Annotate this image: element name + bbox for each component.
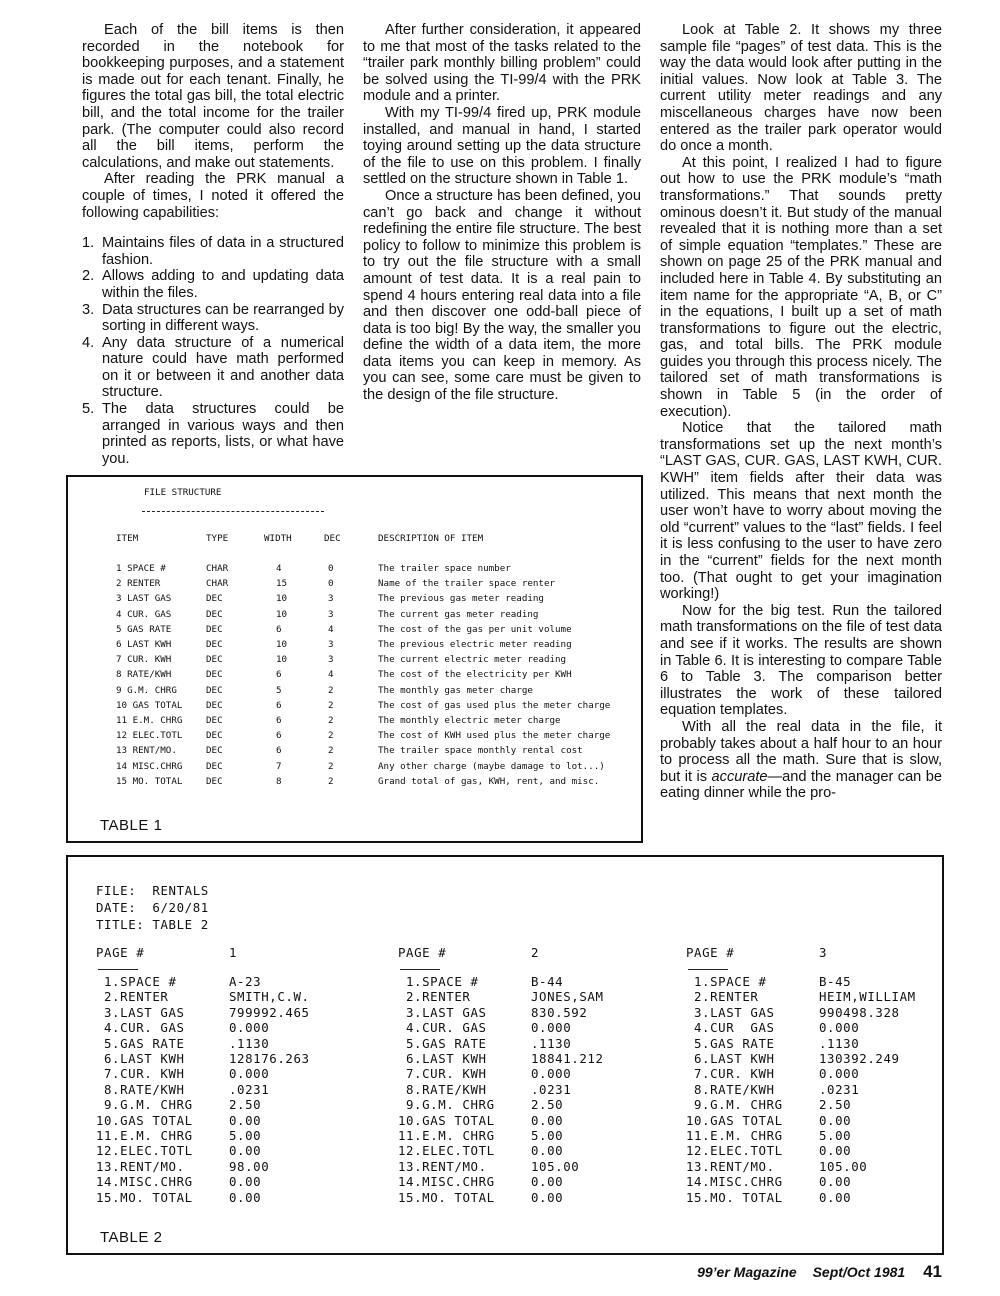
table-cell: DEC	[206, 623, 223, 635]
table-cell: 15	[276, 578, 288, 590]
field-value: 0.00	[531, 1189, 564, 1205]
table-2-caption: TABLE 2	[100, 1229, 163, 1246]
field-value: 0.00	[531, 1143, 564, 1159]
table-cell: Grand total of gas, KWH, rent, and misc.	[378, 775, 600, 787]
field-value: 0.00	[531, 1112, 564, 1128]
field-value: 0.00	[531, 1174, 564, 1190]
table-cell: The cost of KWH used plus the meter charge	[378, 730, 611, 742]
field-name: 15.MO. TOTAL	[686, 1189, 783, 1205]
table-cell: 6	[276, 623, 282, 635]
field-name: 2.RENTER	[694, 989, 759, 1005]
field-name: 4.CUR. GAS	[406, 1020, 487, 1036]
field-value: 0.00	[819, 1189, 852, 1205]
field-value: 0.000	[819, 1066, 860, 1082]
field-value: JONES,SAM	[531, 989, 604, 1005]
paragraph: After further consideration, it appeared to me that most of the tasks related to the “trailer park monthly billing problem” could be solved using the TI-99/4 with the PRK module and a printer.	[363, 22, 641, 105]
table-cell: 0	[328, 563, 334, 574]
table-cell: DEC	[206, 669, 223, 681]
field-name: 1.SPACE #	[406, 974, 479, 989]
column-header: DESCRIPTION OF ITEM	[378, 533, 484, 544]
list-number: 3.	[82, 301, 95, 318]
field-value: 5.00	[819, 1128, 852, 1143]
table-cell: The monthly electric meter charge	[378, 715, 561, 726]
field-name: 8.RATE/KWH	[104, 1081, 185, 1097]
field-name: 5.GAS RATE	[406, 1035, 487, 1051]
paragraph: Once a structure has been defined, you can’t go back and change it without redefining the entire file structure. The best policy to follow to minimize this problem is to try out the file structure with a small amount of test data. It is a real pain to spend 4 hours entering real data into a file and then discover one odd-ball piece of data is too big! By the way, the smaller you define the width of a data item, the more data items you can keep in memory. As you can see, some care must be given to the design of the file structure.	[363, 187, 641, 404]
field-name: 9.G.M. CHRG	[406, 1097, 495, 1113]
field-name: 11.E.M. CHRG	[686, 1128, 783, 1143]
field-value: SMITH,C.W.	[229, 989, 310, 1005]
paragraph-text: —and the manager can be eating dinner while the pro-	[660, 768, 943, 802]
field-name: 3.LAST GAS	[104, 1004, 185, 1020]
paragraph: Now for the big test. Run the tailored math transformations on the file of test data and see if it works. The results are shown in Table 6. It is interesting to compare Table 6 to Table 3. The comparison better illustrates the work of these tailored equation templates.	[660, 602, 942, 719]
table-cell: 1 SPACE #	[116, 563, 166, 574]
list-item	[82, 268, 344, 301]
field-name: 6.LAST KWH	[694, 1051, 775, 1066]
field-value: 0.00	[819, 1143, 852, 1159]
field-value: 130392.249	[819, 1051, 900, 1066]
table-cell: Any other charge (maybe damage to lot...)	[378, 760, 605, 772]
table-cell: DEC	[206, 608, 223, 620]
table-cell: The trailer space number	[378, 563, 511, 574]
list-text: Allows adding to and updating data within the files.	[102, 268, 344, 301]
field-name: 12.ELEC.TOTL	[686, 1143, 783, 1159]
field-value: 2.50	[531, 1097, 564, 1113]
table-cell: DEC	[206, 699, 223, 711]
title-underline	[142, 511, 324, 512]
field-value: .0231	[819, 1081, 860, 1097]
field-name: 13.RENT/MO.	[398, 1158, 487, 1174]
table-cell: 2	[328, 684, 334, 696]
emphasis: accurate	[711, 768, 768, 785]
table-cell: 10	[276, 593, 288, 605]
table-cell: 15 MO. TOTAL	[116, 775, 183, 787]
field-name: 12.ELEC.TOTL	[398, 1143, 495, 1159]
text-column-3	[660, 22, 942, 802]
field-value: 990498.328	[819, 1004, 900, 1020]
table-cell: The previous gas meter reading	[378, 593, 544, 605]
paragraph: Each of the bill items is then recorded in the notebook for bookkeeping purposes, and a statement is made out for each tenant. Finally, he figures the total gas bill, the total electric bill, and the total income for the trailer park. (The computer could also record all the bill items, perform the calculations, and make out statements.	[82, 22, 344, 171]
table-cell: The previous electric meter reading	[378, 639, 572, 650]
field-value: 0.00	[229, 1189, 262, 1205]
list-number: 2.	[82, 268, 95, 285]
field-value: 0.00	[229, 1112, 262, 1128]
table-cell: 2	[328, 699, 334, 711]
list-item	[82, 401, 344, 467]
table-cell: 8 RATE/KWH	[116, 669, 172, 681]
paragraph: At this point, I realized I had to figure out how to use the PRK module’s “math transformations.” That sounds pretty ominous doesn’t it. But study of the manual revealed that it is nothing more than a set of simple equation “templates.” These are shown on page 25 of the PRK manual and included here in Table 4. By substituting an item name for the appropriate “A, B, or C” in the equations, I built up a set of math transformations to figure out the electric, gas, and total bills. The PRK module guides you through this process nicely. The tailored set of math transformations is shown in Table 5 (in the order of execution).	[660, 154, 942, 420]
field-value: 0.000	[229, 1020, 270, 1036]
list-item	[82, 235, 344, 268]
table-cell: 6	[276, 730, 282, 742]
text-column-1	[82, 22, 344, 467]
table-1-title: FILE STRUCTURE	[144, 487, 222, 498]
field-value: A-23	[229, 974, 262, 989]
field-value: 98.00	[229, 1158, 270, 1174]
table-cell: DEC	[206, 684, 223, 696]
field-name: 14.MISC.CHRG	[686, 1174, 783, 1190]
field-value: B-45	[819, 974, 852, 989]
field-name: 6.LAST KWH	[104, 1051, 185, 1066]
list-text: Data structures can be rearranged by sorting in different ways.	[102, 301, 344, 335]
table-cell: DEC	[206, 639, 223, 650]
field-value: .1130	[229, 1035, 270, 1051]
table-cell: DEC	[206, 775, 223, 787]
field-value: 18841.212	[531, 1051, 604, 1066]
field-name: 4.CUR. GAS	[104, 1020, 185, 1036]
field-name: 3.LAST GAS	[694, 1004, 775, 1020]
table-cell: The monthly gas meter charge	[378, 684, 533, 696]
field-name: 10.GAS TOTAL	[398, 1112, 495, 1128]
table-2-box	[66, 855, 944, 1255]
list-text: The data structures could be arranged in various ways and then printed as reports, lists, or what have you.	[102, 401, 344, 467]
field-name: 2.RENTER	[104, 989, 169, 1005]
field-name: 14.MISC.CHRG	[398, 1174, 495, 1190]
list-number: 1.	[82, 235, 95, 252]
field-value: 0.000	[531, 1020, 572, 1036]
table-cell: DEC	[206, 593, 223, 605]
table-cell: 3	[328, 639, 334, 650]
page-number-value: 3	[819, 945, 828, 960]
field-value: 105.00	[531, 1158, 580, 1174]
table-cell: 6 LAST KWH	[116, 639, 172, 650]
field-name: 13.RENT/MO.	[96, 1158, 185, 1174]
field-value: B-44	[531, 974, 564, 989]
field-value: 5.00	[229, 1128, 262, 1143]
field-value: 0.00	[229, 1174, 262, 1190]
table-cell: Name of the trailer space renter	[378, 578, 556, 590]
field-value: .0231	[229, 1081, 270, 1097]
field-name: 13.RENT/MO.	[686, 1158, 775, 1174]
table-cell: 8	[276, 775, 282, 787]
table-cell: 4	[328, 669, 334, 681]
page-label: PAGE #	[686, 945, 735, 960]
table-cell: 6	[276, 699, 282, 711]
table-1-caption: TABLE 1	[100, 817, 163, 834]
list-text: Any data structure of a numerical nature could have math performed on it or between it and another data structure.	[102, 334, 344, 401]
column-header: ITEM	[116, 533, 139, 544]
field-name: 1.SPACE #	[104, 974, 177, 989]
table-cell: DEC	[206, 760, 223, 772]
magazine-name: 99’er Magazine	[697, 1264, 797, 1280]
field-name: 1.SPACE #	[694, 974, 767, 989]
table-cell: 11 E.M. CHRG	[116, 715, 183, 726]
table-cell: 10	[276, 608, 288, 620]
field-name: 5.GAS RATE	[694, 1035, 775, 1051]
table-cell: 2	[328, 730, 334, 742]
field-value: 0.00	[819, 1174, 852, 1190]
table-cell: The cost of the gas per unit volume	[378, 623, 572, 635]
field-value: .0231	[531, 1081, 572, 1097]
dash-rule	[400, 969, 440, 970]
field-value: 799992.465	[229, 1004, 310, 1020]
paragraph: After reading the PRK manual a couple of times, I noted it offered the following capabilities:	[82, 171, 344, 221]
table-cell: 13 RENT/MO.	[116, 745, 177, 757]
paragraph: Look at Table 2. It shows my three sample file “pages” of test data. This is the way the data would look after putting in the initial values. Now look at Table 3. The current utility meter readings and any miscellaneous charges have now been entered as the trailer park operator would do once a month.	[660, 22, 942, 155]
table-cell: The current electric meter reading	[378, 654, 567, 666]
text-column-2	[363, 22, 641, 404]
table-cell: DEC	[206, 715, 223, 726]
table-cell: 6	[276, 715, 282, 726]
field-name: 15.MO. TOTAL	[398, 1189, 495, 1205]
table-cell: 5	[276, 684, 282, 696]
field-value: HEIM,WILLIAM	[819, 989, 916, 1005]
list-number: 5.	[82, 401, 95, 418]
field-name: 6.LAST KWH	[406, 1051, 487, 1066]
field-name: 9.G.M. CHRG	[694, 1097, 783, 1113]
field-name: 7.CUR. KWH	[694, 1066, 775, 1082]
file-line: FILE: RENTALS	[96, 883, 209, 898]
field-name: 4.CUR GAS	[694, 1020, 775, 1036]
field-name: 2.RENTER	[406, 989, 471, 1005]
field-value: 105.00	[819, 1158, 868, 1174]
table-cell: The cost of gas used plus the meter charge	[378, 699, 611, 711]
table-cell: CHAR	[206, 563, 229, 574]
column-header: WIDTH	[264, 533, 292, 544]
title-line: TITLE: TABLE 2	[96, 917, 209, 932]
table-cell: 10	[276, 639, 288, 650]
table-cell: 10 GAS TOTAL	[116, 699, 183, 711]
field-name: 8.RATE/KWH	[694, 1081, 775, 1097]
field-name: 10.GAS TOTAL	[96, 1112, 193, 1128]
column-header: DEC	[324, 533, 341, 544]
page-footer	[697, 1262, 942, 1282]
field-value: 5.00	[531, 1128, 564, 1143]
field-value: 0.000	[229, 1066, 270, 1082]
table-cell: 6	[276, 745, 282, 757]
page-number-value: 2	[531, 945, 540, 960]
table-cell: 4 CUR. GAS	[116, 608, 172, 620]
list-text: Maintains files of data in a structured fashion.	[102, 235, 344, 268]
table-cell: 7	[276, 760, 282, 772]
paragraph: With my TI-99/4 fired up, PRK module installed, and manual in hand, I started toying around setting up the data structure of the file to use on this problem. I finally settled on the structure shown in Table 1.	[363, 104, 641, 188]
field-value: 0.00	[229, 1143, 262, 1159]
paragraph-text: With all the real data in the file, it probably takes about a half hour to an hour to process all the math. Sure that is slow, but it is	[660, 718, 942, 785]
field-value: .1130	[531, 1035, 572, 1051]
table-cell: 2	[328, 760, 334, 772]
table-cell: 2	[328, 775, 334, 787]
table-cell: 3 LAST GAS	[116, 593, 172, 605]
field-name: 7.CUR. KWH	[406, 1066, 487, 1082]
table-cell: 10	[276, 654, 288, 666]
page-label: PAGE #	[398, 945, 447, 960]
field-value: 830.592	[531, 1004, 588, 1020]
table-cell: 0	[328, 578, 334, 590]
field-value: .1130	[819, 1035, 860, 1051]
table-cell: DEC	[206, 745, 223, 757]
table-cell: 12 ELEC.TOTL	[116, 730, 183, 742]
table-cell: 7 CUR. KWH	[116, 654, 172, 666]
field-name: 8.RATE/KWH	[406, 1081, 487, 1097]
list-item	[82, 302, 344, 335]
table-cell: 2	[328, 745, 334, 757]
table-cell: DEC	[206, 654, 223, 666]
table-cell: DEC	[206, 730, 223, 742]
field-name: 3.LAST GAS	[406, 1004, 487, 1020]
capabilities-list	[82, 235, 344, 467]
table-cell: 4	[328, 623, 334, 635]
list-item	[82, 335, 344, 401]
paragraph: Notice that the tailored math transformations set up the next month’s “LAST GAS, CUR. GAS, LAST KWH, CUR. KWH” item fields after their data was utilized. This means that next month the user won’t have to worry about moving the old “current” values to the “last” fields. I feel it is less confusing to the user to have zero in the “current” fields for the next month too. (That ought to get your imagination working!)	[660, 420, 942, 603]
table-cell: 2 RENTER	[116, 578, 161, 590]
table-cell: 5 GAS RATE	[116, 623, 172, 635]
dash-rule	[98, 969, 138, 970]
table-cell: 3	[328, 608, 334, 620]
column-header: TYPE	[206, 533, 229, 544]
field-name: 11.E.M. CHRG	[398, 1128, 495, 1143]
field-name: 12.ELEC.TOTL	[96, 1143, 193, 1159]
field-value: 2.50	[819, 1097, 852, 1113]
page-number-value: 1	[229, 945, 238, 960]
table-1-box	[66, 475, 643, 843]
table-cell: 6	[276, 669, 282, 681]
list-number: 4.	[82, 334, 95, 351]
field-value: 128176.263	[229, 1051, 310, 1066]
field-name: 5.GAS RATE	[104, 1035, 185, 1051]
issue-date: Sept/Oct 1981	[812, 1264, 906, 1280]
field-name: 9.G.M. CHRG	[104, 1097, 193, 1113]
field-name: 15.MO. TOTAL	[96, 1189, 193, 1205]
page-label: PAGE #	[96, 945, 145, 960]
field-name: 10.GAS TOTAL	[686, 1112, 783, 1128]
field-value: 2.50	[229, 1097, 262, 1113]
paragraph	[660, 719, 942, 802]
table-cell: 2	[328, 715, 334, 726]
table-cell: The current gas meter reading	[378, 608, 539, 620]
field-name: 7.CUR. KWH	[104, 1066, 185, 1082]
table-cell: 4	[276, 563, 282, 574]
field-name: 14.MISC.CHRG	[96, 1174, 193, 1190]
field-name: 11.E.M. CHRG	[96, 1128, 193, 1143]
dash-rule	[688, 969, 728, 970]
field-value: 0.000	[819, 1020, 860, 1036]
field-value: 0.000	[531, 1066, 572, 1082]
table-cell: CHAR	[206, 578, 229, 590]
table-cell: 9 G.M. CHRG	[116, 684, 177, 696]
field-value: 0.00	[819, 1112, 852, 1128]
table-cell: The trailer space monthly rental cost	[378, 745, 583, 757]
table-cell: 14 MISC.CHRG	[116, 760, 183, 772]
table-cell: 3	[328, 593, 334, 605]
page-number: 41	[923, 1262, 942, 1281]
table-cell: 3	[328, 654, 334, 666]
date-line: DATE: 6/20/81	[96, 900, 209, 915]
table-cell: The cost of the electricity per KWH	[378, 669, 572, 681]
